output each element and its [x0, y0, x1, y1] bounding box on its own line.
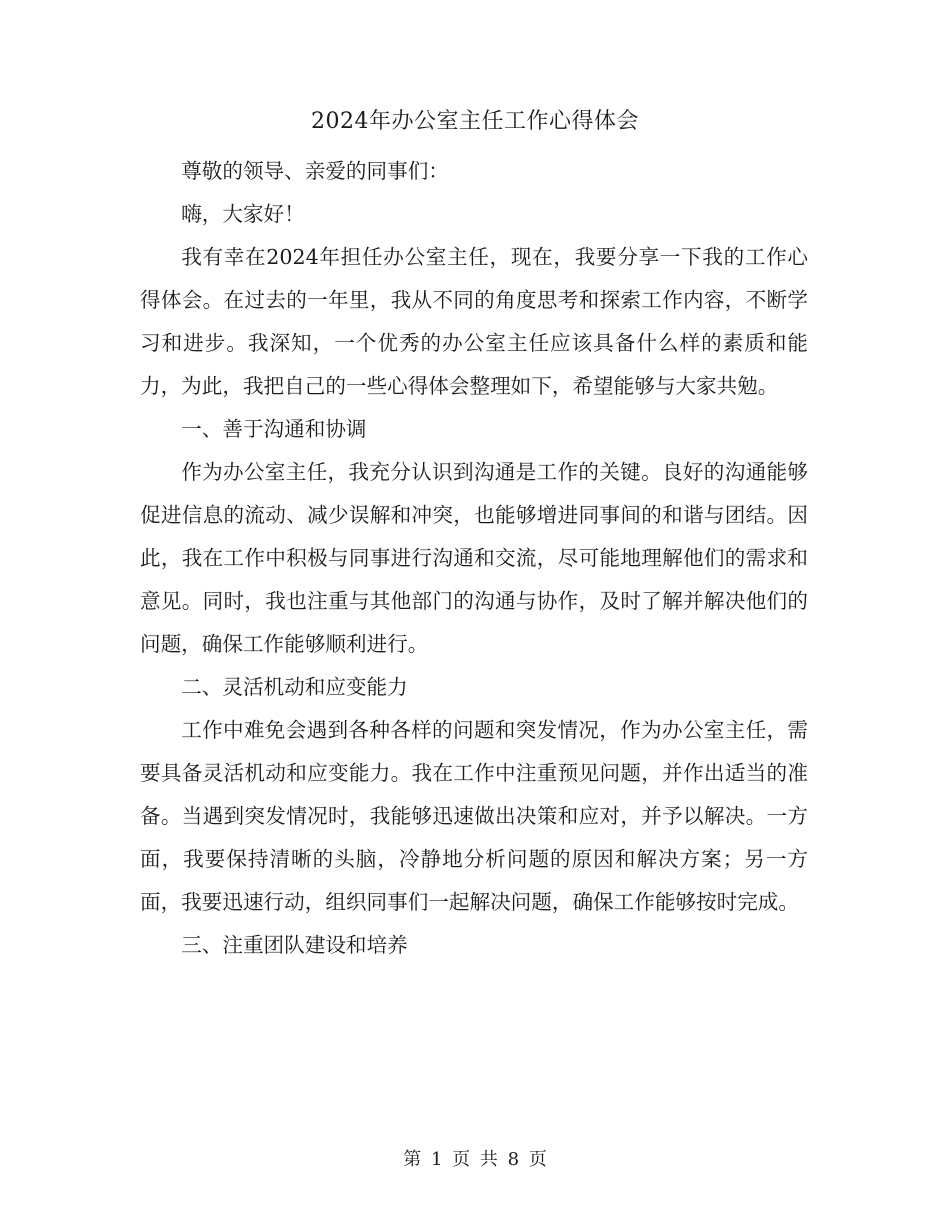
section-heading-1: 一、善于沟通和协调	[181, 417, 367, 441]
greeting: 嗨，大家好！	[181, 202, 305, 226]
document-title: 2024年办公室主任工作心得体会	[311, 109, 639, 134]
intro-paragraph: 我有幸在2024年担任办公室主任，现在，我要分享一下我的工作心得体会。在过去的一年里，我从不同的角度思考和探索工作内容，不断学习和进步。我深知，一个优秀的办公室主任应该具备什么样的素质和能力，为此，我把自己的一些心得体会整理如下，希望能够与大家共勉。	[140, 245, 808, 398]
section-heading-2: 二、灵活机动和应变能力	[181, 675, 408, 699]
section-paragraph-1: 作为办公室主任，我充分认识到沟通是工作的关键。良好的沟通能够促进信息的流动、减少误解和冲突，也能够增进同事间的和谐与团结。因此，我在工作中积极与同事进行沟通和交流，尽可能地理解他们的需求和意见。同时，我也注重与其他部门的沟通与协作，及时了解并解决他们的问题，确保工作能够顺利进行。	[140, 460, 808, 656]
section-paragraph-2: 工作中难免会遇到各种各样的问题和突发情况，作为办公室主任，需要具备灵活机动和应变能力。我在工作中注重预见问题，并作出适当的准备。当遇到突发情况时，我能够迅速做出决策和应对，并予以解决。一方面，我要保持清晰的头脑，冷静地分析问题的原因和解决方案；另一方面，我要迅速行动，组织同事们一起解决问题，确保工作能够按时完成。	[140, 718, 808, 914]
section-heading-3: 三、注重团队建设和培养	[181, 933, 408, 957]
salutation: 尊敬的领导、亲爱的同事们：	[181, 159, 449, 183]
document-body	[140, 150, 808, 967]
page-number-footer: 第 1 页 共 8 页	[403, 1149, 547, 1170]
